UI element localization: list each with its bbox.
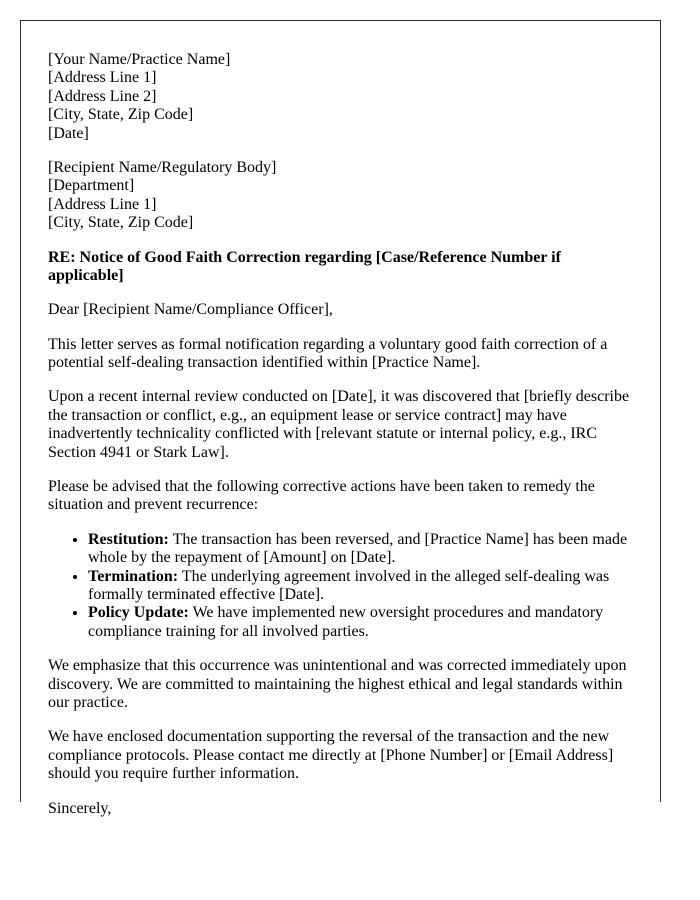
recipient-address-block [48,159,631,233]
recipient-city-state-zip: [City, State, Zip Code] [48,214,194,232]
policy-update-label: Policy Update: [88,604,189,622]
sender-name-line: [Your Name/Practice Name] [48,51,231,68]
sender-city-state-zip: [City, State, Zip Code] [48,106,194,124]
sender-address-line-2: [Address Line 2] [48,87,157,105]
corrective-actions-list [48,531,631,641]
termination-text: The underlying agreement involved in the alleged self-dealing was formally terminated effective [Date]. [88,567,610,603]
policy-update-text: We have implemented new oversight procedures and mandatory compliance training for all involved parties. [88,604,604,640]
subject-line: RE: Notice of Good Faith Correction regarding [Case/Reference Number if applicable] [48,248,561,284]
recipient-department-line: [Department] [48,177,135,195]
salutation: Dear [Recipient Name/Compliance Officer], [48,301,333,319]
letter-document [20,20,661,817]
recipient-address-line-1: [Address Line 1] [48,195,157,213]
list-item-termination [88,568,631,605]
letter-date: [Date] [48,124,89,142]
sender-address-block [48,51,631,143]
termination-label: Termination: [88,567,179,585]
restitution-text: The transaction has been reversed, and [Practice Name] has been made whole by the repayment of [Amount] on [Date]. [88,530,628,567]
paragraph-enclosure: We have enclosed documentation supporting the reversal of the transaction and the new compliance protocols. Please contact me directly at [Phone Number] or [Email Address] should you require further information. [48,728,614,783]
closing: Sincerely, [48,799,112,817]
paragraph-intro: This letter serves as formal notification regarding a voluntary good faith correction of a potential self-dealing transaction identified within [Practice Name]. [48,335,608,372]
paragraph-emphasis: We emphasize that this occurrence was unintentional and was corrected immediately upon discovery. We are committed to maintaining the highest ethical and legal standards within our practice. [48,657,627,711]
paragraph-corrective-intro: Please be advised that the following corrective actions have been taken to remedy the situation and prevent recurrence: [48,478,595,514]
sender-address-line-1: [Address Line 1] [48,69,157,87]
restitution-label: Restitution: [88,530,169,548]
list-item-restitution [88,531,631,568]
list-item-policy-update [88,604,631,641]
recipient-name-line: [Recipient Name/Regulatory Body] [48,158,277,176]
paragraph-internal-review: Upon a recent internal review conducted on [Date], it was discovered that [briefly describe the transaction or conflict, e.g., an equipment lease or service contract] may have inadvertently technicality conflicted with [relevant statute or internal policy, e.g., IRC Section 4941 or Stark Law]. [48,388,630,461]
